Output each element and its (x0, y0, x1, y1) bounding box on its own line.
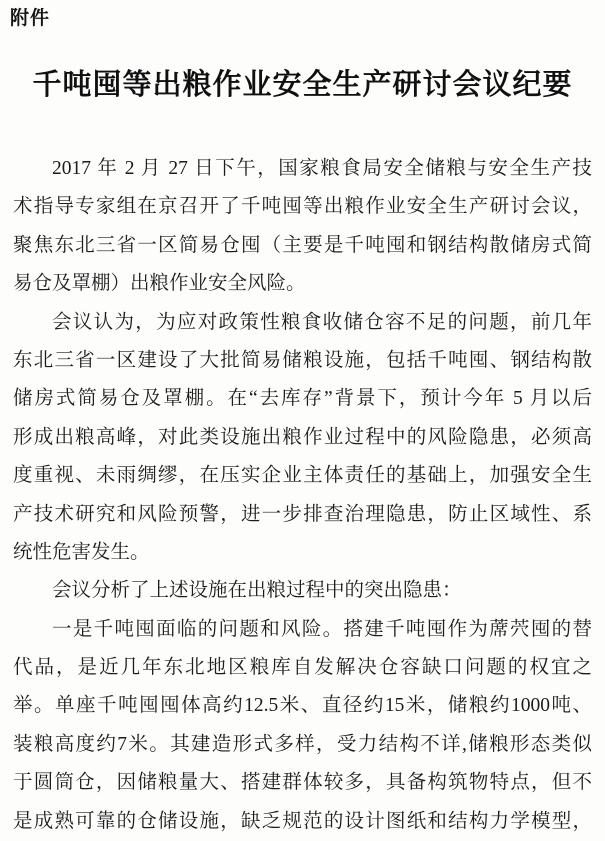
document-title: 千吨囤等出粮作业安全生产研讨会议纪要 (32, 69, 573, 101)
document-line: 储房式简易仓及罩棚。在“去库存”背景下，预计今年 5 月以后 (13, 388, 592, 410)
document-line: 会议分析了上述设施在出粮过程中的突出隐患： (52, 580, 462, 602)
document-line: 于圆筒仓，因储粮量大、搭建群体较多，具备构筑物特点，但不 (13, 772, 592, 794)
document-line: 一是千吨囤面临的问题和风险。搭建千吨囤作为蓆茓囤的替 (52, 618, 592, 640)
document-body (13, 150, 592, 841)
document-line: 代品，是近几年东北地区粮库自发解决仓容缺口问题的权宜之 (13, 657, 592, 679)
document-line: 聚焦东北三省一区简易仓囤（主要是千吨囤和钢结构散储房式简 (13, 234, 592, 256)
document-line: 统性危害发生。 (13, 541, 150, 563)
document-line: 东北三省一区建设了大批简易储粮设施，包括千吨囤、钢结构散 (13, 349, 592, 371)
attachment-label: 附件 (10, 8, 51, 29)
document-line: 度重视、未雨绸缪，在压实企业主体责任的基础上，加强安全生 (13, 465, 592, 487)
document-line: 装粮高度约7米。其建造形式多样，受力结构不详,储粮形态类似 (13, 733, 592, 755)
document-line: 易仓及罩棚）出粮作业安全风险。 (13, 273, 306, 295)
document-line: 举。单座千吨囤囤体高约12.5米、直径约15米，储粮约1000吨、 (13, 695, 592, 717)
document-line: 术指导专家组在京召开了千吨囤等出粮作业安全生产研讨会议， (13, 196, 592, 218)
document-line: 形成出粮高峰，对此类设施出粮作业过程中的风险隐患，必须高 (13, 426, 592, 448)
document-line: 会议认为，为应对政策性粮食收储仓容不足的问题，前几年 (52, 311, 592, 333)
document-line: 是成熟可靠的仓储设施，缺乏规范的设计图纸和结构力学模型， (13, 810, 592, 832)
document-line: 2017 年 2 月 27 日下午，国家粮食局安全储粮与安全生产技 (52, 158, 592, 179)
document-line: 产技术研究和风险预警，进一步排查治理隐患，防止区域性、系 (13, 503, 592, 525)
